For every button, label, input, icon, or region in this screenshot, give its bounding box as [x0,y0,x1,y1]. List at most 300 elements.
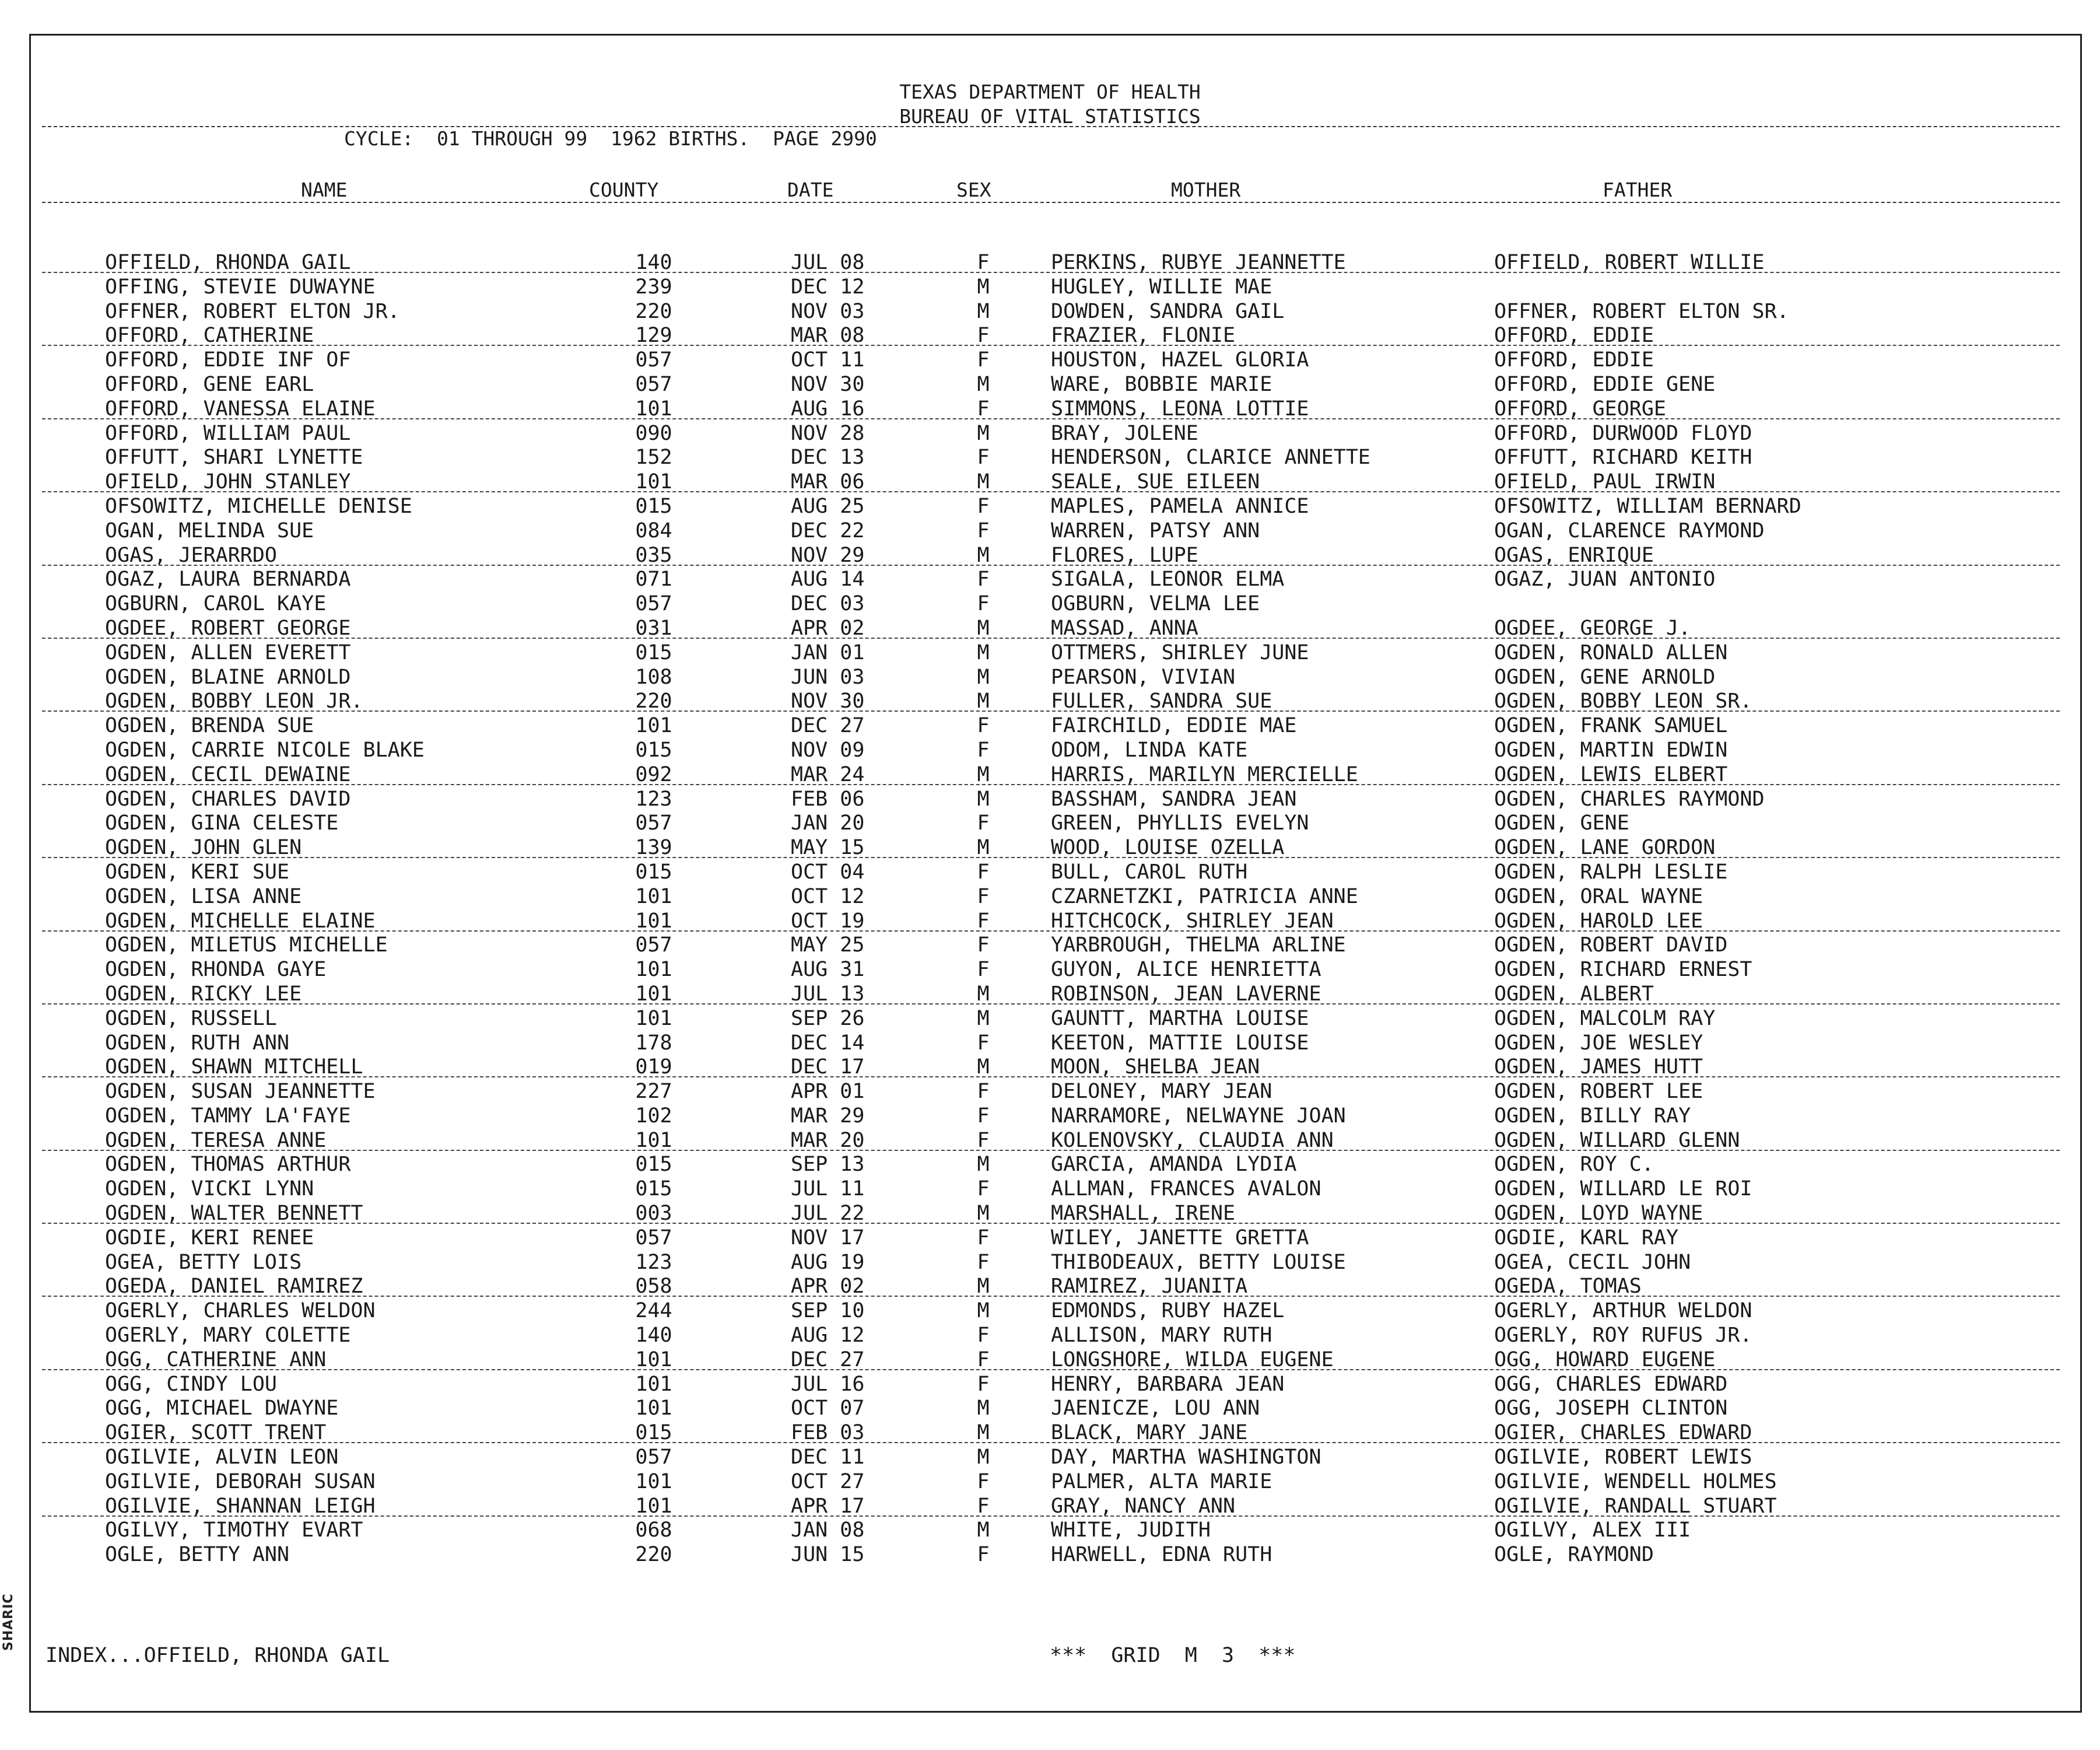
record-father: OGDEN, ORAL WAYNE [1494,884,1703,908]
record-date: AUG 25 [791,494,865,518]
record-date: DEC 11 [791,1446,865,1469]
record-sex: M [977,787,990,811]
birth-records-list [0,251,2100,1567]
record-county: 058 [635,1275,672,1298]
column-header-mother: MOTHER [1171,178,1241,201]
record-row [0,300,2100,324]
record-name: OGG, MICHAEL DWAYNE [105,1396,339,1420]
record-name: OGILVIE, ALVIN LEON [105,1446,339,1469]
record-father: OFFNER, ROBERT ELTON SR. [1494,299,1789,323]
record-county: 101 [635,1348,672,1371]
record-father: OGERLY, ARTHUR WELDON [1494,1299,1752,1323]
record-sex: F [977,348,990,372]
record-father: OFFIELD, ROBERT WILLIE [1494,251,1765,274]
record-row [0,836,2100,860]
record-name: OGAN, MELINDA SUE [105,519,314,542]
record-sex: F [977,1469,990,1493]
record-row [0,738,2100,763]
record-mother: RAMIREZ, JUANITA [1051,1275,1248,1298]
record-name: OGDEN, TERESA ANNE [105,1128,327,1152]
record-mother: JAENICZE, LOU ANN [1051,1396,1260,1420]
record-mother: ALLMAN, FRANCES AVALON [1051,1177,1321,1201]
record-row [0,1373,2100,1397]
record-mother: HITCHCOCK, SHIRLEY JEAN [1051,909,1334,933]
record-date: OCT 27 [791,1469,865,1493]
record-row [0,909,2100,934]
record-county: 140 [635,1324,672,1348]
record-father: OGAN, CLARENCE RAYMOND [1494,519,1765,542]
record-sex: F [977,909,990,933]
record-father: OGDEN, ROY C. [1494,1153,1654,1177]
record-mother: BRAY, JOLENE [1051,421,1198,445]
record-row [0,446,2100,470]
record-sex: F [977,324,990,348]
record-name: OGG, CINDY LOU [105,1372,278,1396]
record-row [0,1324,2100,1348]
record-row [0,958,2100,982]
record-county: 220 [635,1543,672,1567]
record-name: OGDEN, BRENDA SUE [105,714,314,738]
record-sex: M [977,543,990,567]
record-date: DEC 14 [791,1031,865,1055]
record-sex: F [977,446,990,470]
record-name: OFFIELD, RHONDA GAIL [105,251,351,274]
record-name: OGLE, BETTY ANN [105,1543,290,1567]
record-father: OFFORD, EDDIE GENE [1494,372,1716,396]
record-row [0,1494,2100,1519]
record-mother: HARWELL, EDNA RUTH [1051,1543,1272,1567]
record-name: OGDEN, LISA ANNE [105,884,302,908]
record-sex: F [977,1031,990,1055]
record-name: OGILVIE, SHANNAN LEIGH [105,1494,376,1518]
record-row [0,714,2100,738]
record-county: 244 [635,1299,672,1323]
record-sex: M [977,470,990,494]
record-father: OGDEN, WILLARD GLENN [1494,1128,1740,1152]
record-mother: MASSAD, ANNA [1051,616,1198,640]
record-father: OGDEN, RONALD ALLEN [1494,640,1728,664]
record-sex: F [977,1494,990,1518]
record-county: 031 [635,616,672,640]
record-father: OGLE, RAYMOND [1494,1543,1654,1567]
record-county: 227 [635,1080,672,1104]
record-mother: ODOM, LINDA KATE [1051,738,1248,762]
record-sex: F [977,494,990,518]
record-name: OGDEN, RUTH ANN [105,1031,290,1055]
record-sex: F [977,1324,990,1348]
record-row [0,788,2100,812]
record-sex: M [977,982,990,1006]
record-mother: WHITE, JUDITH [1051,1518,1211,1542]
record-sex: F [977,884,990,908]
record-mother: SEALE, SUE EILEEN [1051,470,1260,494]
record-date: DEC 27 [791,1348,865,1371]
record-county: 101 [635,714,672,738]
record-sex: F [977,397,990,421]
record-father: OGILVY, ALEX III [1494,1518,1691,1542]
record-name: OGDEN, GINA CELESTE [105,811,339,835]
record-sex: M [977,299,990,323]
record-name: OFFORD, GENE EARL [105,372,314,396]
record-mother: WARREN, PATSY ANN [1051,519,1260,542]
record-county: 057 [635,592,672,616]
record-row [0,397,2100,422]
record-mother: FULLER, SANDRA SUE [1051,690,1272,713]
record-sex: F [977,1080,990,1104]
record-mother: SIGALA, LEONOR ELMA [1051,568,1285,592]
record-father: OFSOWITZ, WILLIAM BERNARD [1494,494,1801,518]
record-county: 071 [635,568,672,592]
record-mother: FRAZIER, FLONIE [1051,324,1236,348]
record-date: AUG 16 [791,397,865,421]
record-mother: HENDERSON, CLARICE ANNETTE [1051,446,1370,470]
record-row [0,860,2100,885]
record-county: 068 [635,1518,672,1542]
record-row [0,324,2100,348]
record-father: OGDEN, HAROLD LEE [1494,909,1703,933]
record-date: OCT 11 [791,348,865,372]
record-name: OGDEE, ROBERT GEORGE [105,616,351,640]
record-sex: M [977,1396,990,1420]
record-county: 102 [635,1104,672,1128]
record-row [0,1543,2100,1567]
record-row [0,982,2100,1007]
header-rule [42,202,2060,203]
record-name: OGDEN, TAMMY LA'FAYE [105,1104,351,1128]
record-date: SEP 10 [791,1299,865,1323]
record-mother: DAY, MARTHA WASHINGTON [1051,1446,1321,1469]
record-date: AUG 19 [791,1250,865,1274]
record-name: OGDEN, ALLEN EVERETT [105,640,351,664]
record-sex: M [977,690,990,713]
record-father: OGDEN, WILLARD LE ROI [1494,1177,1752,1201]
record-father: OFIELD, PAUL IRWIN [1494,470,1716,494]
record-date: JUL 13 [791,982,865,1006]
record-row [0,1470,2100,1494]
record-county: 239 [635,275,672,299]
record-row [0,422,2100,446]
record-date: NOV 03 [791,299,865,323]
record-father: OGDEN, ROBERT DAVID [1494,933,1728,957]
record-county: 101 [635,1128,672,1152]
record-county: 108 [635,665,672,689]
record-sex: F [977,860,990,884]
record-mother: BASSHAM, SANDRA JEAN [1051,787,1297,811]
record-date: MAY 25 [791,933,865,957]
record-father: OGDEN, ALBERT [1494,982,1654,1006]
record-name: OGDEN, KERI SUE [105,860,290,884]
record-name: OGDEN, BLAINE ARNOLD [105,665,351,689]
record-date: NOV 09 [791,738,865,762]
record-mother: BLACK, MARY JANE [1051,1421,1248,1445]
record-sex: M [977,665,990,689]
record-row [0,1129,2100,1153]
record-mother: CZARNETZKI, PATRICIA ANNE [1051,884,1358,908]
record-name: OGDEN, MICHELLE ELAINE [105,909,376,933]
record-sex: F [977,592,990,616]
record-date: MAR 08 [791,324,865,348]
record-date: MAR 24 [791,762,865,786]
record-mother: BULL, CAROL RUTH [1051,860,1248,884]
record-row [0,690,2100,714]
record-date: OCT 07 [791,1396,865,1420]
record-father: OFFORD, EDDIE [1494,324,1654,348]
record-name: OGDEN, MILETUS MICHELLE [105,933,388,957]
record-mother: DELONEY, MARY JEAN [1051,1080,1272,1104]
record-county: 220 [635,690,672,713]
record-date: JUL 08 [791,251,865,274]
record-date: FEB 03 [791,1421,865,1445]
record-father: OGDEN, FRANK SAMUEL [1494,714,1728,738]
record-father: OFFORD, GEORGE [1494,397,1667,421]
record-sex: F [977,811,990,835]
record-father: OGDEN, CHARLES RAYMOND [1494,787,1765,811]
record-county: 035 [635,543,672,567]
record-row [0,1348,2100,1373]
record-date: DEC 22 [791,519,865,542]
record-date: SEP 26 [791,1006,865,1030]
record-mother: WOOD, LOUISE OZELLA [1051,836,1285,860]
record-county: 057 [635,348,672,372]
record-mother: EDMONDS, RUBY HAZEL [1051,1299,1285,1323]
record-date: JAN 01 [791,640,865,664]
record-name: OFIELD, JOHN STANLEY [105,470,351,494]
record-name: OFFORD, EDDIE INF OF [105,348,351,372]
record-date: MAR 29 [791,1104,865,1128]
record-county: 152 [635,446,672,470]
record-name: OGDEN, RHONDA GAYE [105,958,327,982]
record-county: 101 [635,1006,672,1030]
record-sex: F [977,1543,990,1567]
record-date: JUN 15 [791,1543,865,1567]
bureau-title: BUREAU OF VITAL STATISTICS [899,105,1201,128]
record-mother: NARRAMORE, NELWAYNE JOAN [1051,1104,1346,1128]
record-father: OGDEE, GEORGE J. [1494,616,1691,640]
record-sex: F [977,251,990,274]
record-county: 123 [635,1250,672,1274]
record-mother: YARBROUGH, THELMA ARLINE [1051,933,1346,957]
record-name: OFFNER, ROBERT ELTON JR. [105,299,400,323]
record-father: OGDEN, GENE [1494,811,1629,835]
record-row [0,1104,2100,1129]
record-name: OGDEN, CARRIE NICOLE BLAKE [105,738,425,762]
record-sex: M [977,762,990,786]
record-mother: FAIRCHILD, EDDIE MAE [1051,714,1297,738]
record-date: OCT 04 [791,860,865,884]
record-name: OGDEN, WALTER BENNETT [105,1202,363,1226]
record-sex: F [977,933,990,957]
record-father: OGDIE, KARL RAY [1494,1226,1679,1250]
record-sex: F [977,738,990,762]
record-sex: M [977,836,990,860]
grid-footer: *** GRID M 3 *** [1050,1644,1296,1667]
record-mother: LONGSHORE, WILDA EUGENE [1051,1348,1334,1371]
record-date: NOV 17 [791,1226,865,1250]
record-mother: MOON, SHELBA JEAN [1051,1055,1260,1079]
record-date: NOV 30 [791,372,865,396]
record-name: OGDEN, RICKY LEE [105,982,302,1006]
record-county: 057 [635,372,672,396]
record-row [0,1396,2100,1421]
record-name: OGG, CATHERINE ANN [105,1348,327,1371]
record-county: 057 [635,933,672,957]
record-county: 101 [635,982,672,1006]
record-sex: F [977,1226,990,1250]
cycle-line: CYCLE: 01 THROUGH 99 1962 BIRTHS. PAGE 2990 [344,127,877,150]
record-name: OGAS, JERARRDO [105,543,278,567]
record-mother: PALMER, ALTA MARIE [1051,1469,1272,1493]
record-sex: M [977,616,990,640]
record-county: 057 [635,811,672,835]
record-row [0,1055,2100,1080]
record-mother: WILEY, JANETTE GRETTA [1051,1226,1309,1250]
record-father: OGILVIE, RANDALL STUART [1494,1494,1777,1518]
record-row [0,617,2100,641]
record-name: OFFORD, VANESSA ELAINE [105,397,376,421]
record-sex: F [977,1177,990,1201]
record-name: OGEA, BETTY LOIS [105,1250,302,1274]
record-mother: PERKINS, RUBYE JEANNETTE [1051,251,1346,274]
record-row [0,1202,2100,1226]
record-name: OFFORD, CATHERINE [105,324,314,348]
record-mother: PEARSON, VIVIAN [1051,665,1236,689]
record-county: 015 [635,1177,672,1201]
record-mother: OTTMERS, SHIRLEY JUNE [1051,640,1309,664]
record-sex: M [977,1518,990,1542]
record-mother: ROBINSON, JEAN LAVERNE [1051,982,1321,1006]
record-row [0,1299,2100,1324]
record-row [0,544,2100,568]
record-mother: SIMMONS, LEONA LOTTIE [1051,397,1309,421]
record-sex: M [977,1275,990,1298]
record-county: 220 [635,299,672,323]
record-name: OGERLY, CHARLES WELDON [105,1299,376,1323]
record-father: OGIER, CHARLES EDWARD [1494,1421,1752,1445]
record-father: OGDEN, LOYD WAYNE [1494,1202,1703,1226]
record-date: APR 01 [791,1080,865,1104]
record-date: DEC 03 [791,592,865,616]
record-date: MAY 15 [791,836,865,860]
record-father: OGDEN, JOE WESLEY [1494,1031,1703,1055]
record-county: 015 [635,640,672,664]
record-name: OGBURN, CAROL KAYE [105,592,327,616]
index-footer: INDEX...OFFIELD, RHONDA GAIL [45,1644,390,1667]
record-date: AUG 31 [791,958,865,982]
record-county: 129 [635,324,672,348]
record-county: 178 [635,1031,672,1055]
record-row [0,1177,2100,1202]
column-header-name: NAME [301,178,348,201]
record-name: OGDEN, RUSSELL [105,1006,278,1030]
record-sex: M [977,372,990,396]
record-sex: M [977,421,990,445]
record-father: OGDEN, RICHARD ERNEST [1494,958,1752,982]
record-name: OGILVY, TIMOTHY EVART [105,1518,363,1542]
record-sex: F [977,568,990,592]
record-father: OGEA, CECIL JOHN [1494,1250,1691,1274]
record-row [0,1031,2100,1056]
record-name: OGDEN, BOBBY LEON JR. [105,690,363,713]
record-sex: M [977,1446,990,1469]
record-father: OGDEN, GENE ARNOLD [1494,665,1716,689]
record-county: 015 [635,1153,672,1177]
record-mother: HARRIS, MARILYN MERCIELLE [1051,762,1358,786]
record-county: 057 [635,1226,672,1250]
record-sex: F [977,1128,990,1152]
record-name: OGILVIE, DEBORAH SUSAN [105,1469,376,1493]
record-name: OGERLY, MARY COLETTE [105,1324,351,1348]
record-father: OFFORD, EDDIE [1494,348,1654,372]
record-county: 101 [635,470,672,494]
record-county: 101 [635,1396,672,1420]
record-county: 101 [635,397,672,421]
record-date: DEC 13 [791,446,865,470]
record-mother: GAUNTT, MARTHA LOUISE [1051,1006,1309,1030]
record-row [0,666,2100,690]
record-mother: GRAY, NANCY ANN [1051,1494,1236,1518]
record-father: OGG, JOSEPH CLINTON [1494,1396,1728,1420]
record-father: OGDEN, MALCOLM RAY [1494,1006,1716,1030]
record-row [0,1153,2100,1177]
column-header-county: COUNTY [589,178,659,201]
record-name: OGDEN, CHARLES DAVID [105,787,351,811]
record-row [0,1007,2100,1031]
record-county: 015 [635,738,672,762]
record-name: OGDEN, THOMAS ARTHUR [105,1153,351,1177]
record-mother: GARCIA, AMANDA LYDIA [1051,1153,1297,1177]
record-row [0,592,2100,617]
record-county: 140 [635,251,672,274]
record-sex: F [977,958,990,982]
record-date: SEP 13 [791,1153,865,1177]
record-father: OGDEN, BOBBY LEON SR. [1494,690,1752,713]
record-date: JAN 08 [791,1518,865,1542]
record-county: 003 [635,1202,672,1226]
record-date: FEB 06 [791,787,865,811]
record-sex: F [977,1104,990,1128]
record-sex: M [977,1202,990,1226]
record-name: OFSOWITZ, MICHELLE DENISE [105,494,412,518]
record-county: 084 [635,519,672,542]
agency-title: TEXAS DEPARTMENT OF HEALTH [899,80,1201,103]
record-date: JUL 11 [791,1177,865,1201]
record-father: OGAS, ENRIQUE [1494,543,1654,567]
record-date: AUG 14 [791,568,865,592]
record-father: OGEDA, TOMAS [1494,1275,1642,1298]
record-mother: OGBURN, VELMA LEE [1051,592,1260,616]
record-date: OCT 19 [791,909,865,933]
side-stamp-label: SHARIC [1,1593,16,1651]
record-row [0,1421,2100,1446]
record-row [0,373,2100,397]
record-father: OFFUTT, RICHARD KEITH [1494,446,1752,470]
record-row [0,1251,2100,1275]
record-row [0,641,2100,666]
record-name: OFFORD, WILLIAM PAUL [105,421,351,445]
record-date: JUL 22 [791,1202,865,1226]
record-county: 101 [635,1372,672,1396]
record-sex: M [977,1299,990,1323]
record-date: DEC 17 [791,1055,865,1079]
record-mother: GREEN, PHYLLIS EVELYN [1051,811,1309,835]
record-mother: DOWDEN, SANDRA GAIL [1051,299,1285,323]
record-father: OGDEN, LANE GORDON [1494,836,1716,860]
record-row [0,495,2100,519]
record-father: OGDEN, RALPH LESLIE [1494,860,1728,884]
record-father: OGDEN, JAMES HUTT [1494,1055,1703,1079]
record-sex: M [977,1006,990,1030]
record-mother: FLORES, LUPE [1051,543,1198,567]
